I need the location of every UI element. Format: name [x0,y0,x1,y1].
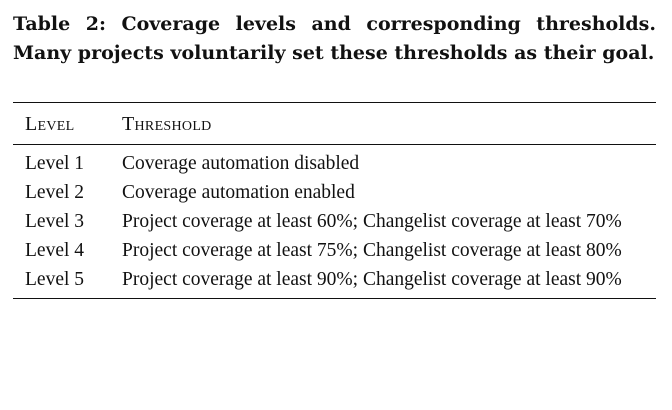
bottom-rule [13,298,656,299]
header-level: Level [25,113,75,135]
table-row [13,265,656,294]
level-cell: Level 1 [25,153,85,174]
threshold-cell: Project coverage at least 60%; Changelist coverage at least 70% [122,211,622,232]
level-cell: Level 5 [25,269,85,290]
header-rule [13,144,656,145]
header-row [13,103,656,144]
threshold-cell: Coverage automation disabled [122,153,360,174]
table-row [13,236,656,265]
table-row [13,149,656,178]
level-cell: Level 4 [25,240,85,261]
table-row [13,178,656,207]
header-threshold: Threshold [122,113,212,135]
coverage-table [13,102,656,299]
table-header [13,103,656,144]
threshold-cell: Coverage automation enabled [122,182,355,203]
table-caption: Table 2: Coverage levels and corresponding thresholds. Many projects voluntarily set these thresholds as their goal. [13,13,656,64]
table-row [13,207,656,236]
threshold-cell: Project coverage at least 75%; Changelist coverage at least 80% [122,240,622,261]
table-body [13,149,656,294]
level-cell: Level 3 [25,211,85,232]
threshold-cell: Project coverage at least 90%; Changelist coverage at least 90% [122,269,622,290]
level-cell: Level 2 [25,182,85,203]
